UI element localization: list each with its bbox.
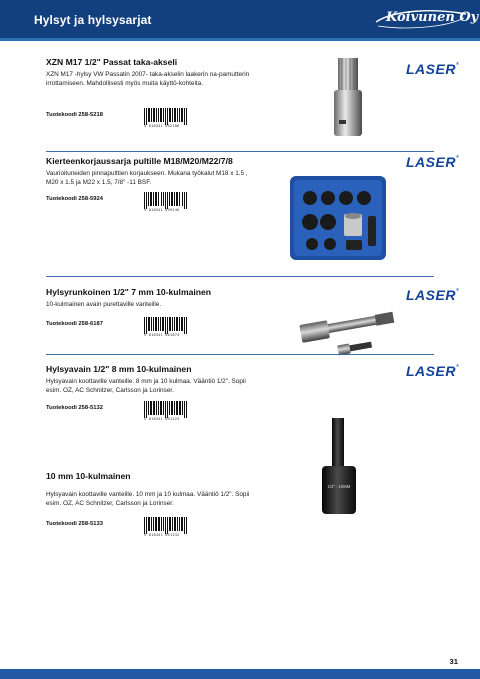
barcode-icon	[144, 517, 188, 534]
laser-logo: LASER®	[406, 287, 460, 303]
product-section-5	[46, 471, 434, 537]
product-description: Vaurioituneiden pinnapulttien korjaukseen. Mukana työkalut M18 x 1.5 , M20 x 1.5 ja M22 x 1.5, 7/8" -11 BSF.	[46, 170, 248, 186]
product-section-4	[46, 363, 460, 421]
barcode-icon	[144, 317, 188, 334]
product-code: Tuotekoodi 258-5132	[46, 405, 103, 411]
product-code: Tuotekoodi 258-5133	[46, 521, 103, 527]
barcode-number: 5 018341 059246	[144, 208, 180, 212]
product-section-1	[46, 57, 460, 128]
laser-logo: LASER®	[406, 154, 460, 170]
barcode-icon	[144, 192, 188, 209]
barcode-number: 5 018341 052186	[144, 124, 180, 128]
product-title: Kierteenkorjaussarja pultille M18/M20/M22/7/8	[46, 156, 233, 166]
product-description: Hylsyavain koottaville vanteille. 10 mm ja 10 kulmaa. Vääntiö 1/2". Sopii esim. OZ, AC Schnitzer, Carlsson ja Lorinser.	[46, 491, 250, 507]
barcode-icon	[144, 108, 188, 125]
section-divider	[46, 276, 434, 277]
impact-socket-image	[316, 416, 366, 516]
product-code: Tuotekoodi 258-5924	[46, 196, 103, 202]
product-title: Hylsyavain 1/2" 8 mm 10-kulmainen	[46, 364, 192, 374]
laser-logo: LASER®	[406, 61, 460, 77]
section-divider	[46, 151, 434, 152]
barcode-number: 5 018341 051325	[144, 417, 180, 421]
ten-point-key-image	[296, 305, 398, 361]
product-code: Tuotekoodi 258-5218	[46, 112, 103, 118]
product-code: Tuotekoodi 258-6187	[46, 321, 103, 327]
page-number: 31	[449, 657, 458, 666]
product-title: 10 mm 10-kulmainen	[46, 471, 131, 481]
product-title: XZN M17 1/2" Passat taka-akseli	[46, 57, 178, 67]
footer-bar	[0, 669, 480, 679]
barcode-number: 5 018341 051332	[144, 533, 180, 537]
barcode-icon	[144, 401, 188, 418]
koivunen-logo	[374, 6, 479, 32]
header-stripe	[0, 38, 480, 41]
socket-size-label: 1/2" - 10MM	[327, 484, 351, 489]
brand-name: Koivunen Oy	[386, 10, 479, 25]
product-title: Hylsyrunkoinen 1/2" 7 mm 10-kulmainen	[46, 287, 212, 297]
barcode-number: 5 018341 061874	[144, 333, 180, 337]
thread-repair-kit-image	[288, 172, 388, 262]
page-title: Hylsyt ja hylsysarjat	[34, 13, 152, 27]
laser-logo: LASER®	[406, 363, 460, 379]
product-description: Hylsyavain koottaville vanteille. 8 mm ja 10 kulmaa. Vääntiö 1/2". Sopii esim. OZ, AC Schnitzer, Carlsson ja Lorinser.	[46, 378, 246, 394]
product-description: 10-kulmainen avain purettaville vanteille.	[46, 301, 162, 308]
xzn-socket-image	[326, 56, 370, 140]
section-divider	[46, 354, 434, 355]
product-description: XZN M17 -hylsy VW Passatin 2007- taka-akselin laakerin na-pamutterin irrottamiseen. Mahdollisesti myös muita käyttö-kohteita.	[46, 71, 250, 87]
